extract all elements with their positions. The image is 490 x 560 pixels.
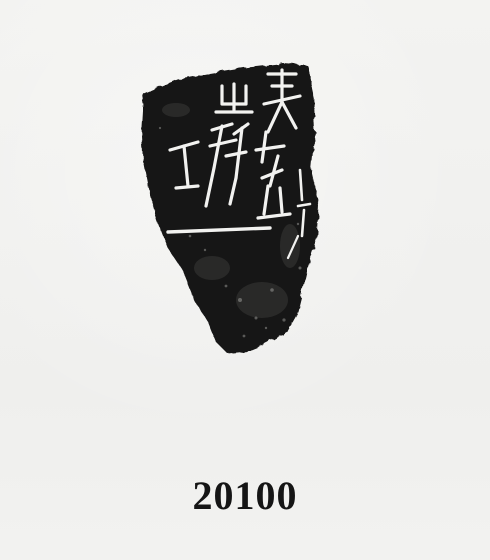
bone-fragment bbox=[130, 55, 330, 360]
catalog-number: 20100 bbox=[192, 473, 298, 518]
